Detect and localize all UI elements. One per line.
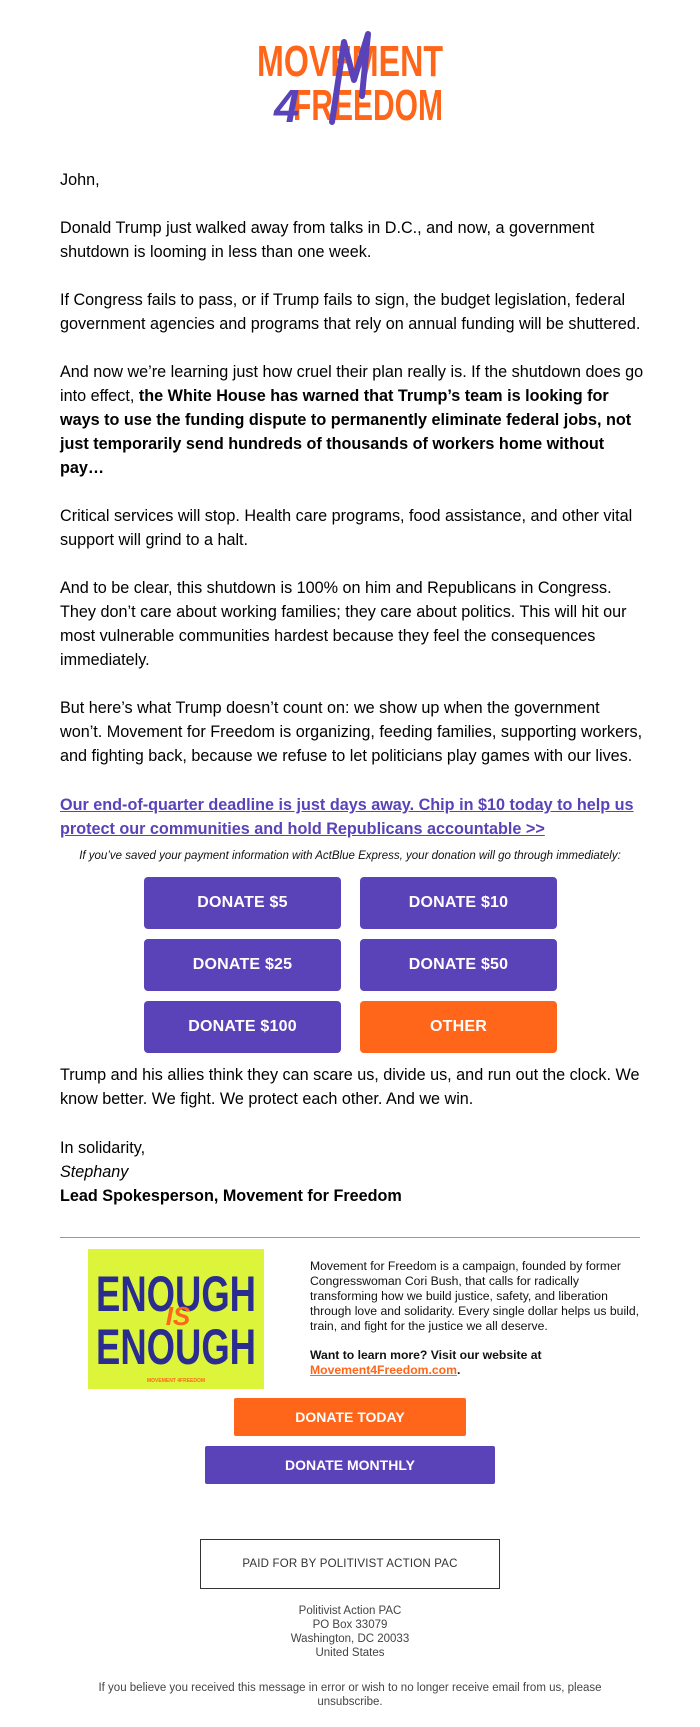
signer-name: Stephany — [60, 1163, 129, 1181]
unsubscribe-notice[interactable]: If you believe you received this message in error or wish to no longer receive email from us, please unsubscribe. — [98, 1682, 602, 1708]
logo-number: 4 — [274, 80, 300, 129]
promo-mini-logo: MOVEMENT 4FREEDOM — [146, 1378, 206, 1384]
paragraph-4: Critical services will stop. Health care programs, food assistance, and other vital support will grind to a halt. — [60, 507, 633, 549]
signer-title: Lead Spokesperson, Movement for Freedom — [60, 1187, 402, 1205]
donate-100-button[interactable]: DONATE $100 — [144, 1001, 341, 1053]
paragraph-3-plain: And now we’re learning just how cruel their plan really is. If the shutdown does go into effect, — [60, 363, 644, 405]
signoff — [60, 1136, 645, 1208]
chip-in-link[interactable]: Our end-of-quarter deadline is just days away. Chip in $10 today to help us protect our communities and hold Republicans accountable >> — [60, 796, 634, 838]
about-section — [310, 1259, 645, 1378]
paragraph-5: And to be clear, this shutdown is 100% on him and Republicans in Congress. They don’t care about working families; they care about politics. This will hit our most vulnerable communities hardest because they feel the consequences immediately. — [60, 579, 627, 669]
paragraph-1: Donald Trump just walked away from talks in D.C., and now, a government shutdown is looming in less than one week. — [60, 219, 595, 261]
enough-is-enough-image[interactable] — [88, 1249, 264, 1389]
email-body — [60, 168, 645, 768]
learn-more-line — [310, 1348, 645, 1378]
closing-line: In solidarity, — [60, 1139, 146, 1157]
promo-word-1: ENOUGH — [96, 1266, 256, 1322]
paragraph-3 — [60, 360, 645, 480]
learn-more-period: . — [456, 1363, 461, 1377]
footer-divider — [60, 1237, 640, 1238]
mailing-address — [0, 1604, 700, 1660]
paid-for-disclaimer: PAID FOR BY POLITIVIST ACTION PAC — [200, 1539, 500, 1589]
donate-25-button[interactable]: DONATE $25 — [144, 939, 341, 991]
address-line: PO Box 33079 — [312, 1619, 388, 1631]
greeting: John, — [60, 171, 100, 189]
paragraph-2: If Congress fails to pass, or if Trump fails to sign, the budget legislation, federal government agencies and programs that rely on annual funding will be shuttered. — [60, 291, 641, 333]
address-line: Politivist Action PAC — [298, 1605, 402, 1617]
movement4freedom-logo[interactable] — [250, 24, 450, 129]
about-text: Movement for Freedom is a campaign, founded by former Congresswoman Cori Bush, that calls for radically transforming how we build justice, safety, and liberation through love and solidarity. Every single dollar helps us build, train, and fight for the justice we all deserve. — [310, 1259, 640, 1333]
donate-other-button[interactable]: OTHER — [360, 1001, 557, 1053]
paragraph-6: But here’s what Trump doesn’t count on: we show up when the government won’t. Movement for Freedom is organizing, feeding families, supporting workers, and fighting back, because we refuse to let politicians play games with our lives. — [60, 699, 643, 765]
address-line: Washington, DC 20033 — [290, 1633, 410, 1645]
donate-monthly-button[interactable]: DONATE MONTHLY — [205, 1446, 495, 1484]
donate-5-button[interactable]: DONATE $5 — [144, 877, 341, 929]
actblue-express-note: If you’ve saved your payment information with ActBlue Express, your donation will go through immediately: — [79, 850, 621, 862]
donate-50-button[interactable]: DONATE $50 — [360, 939, 557, 991]
promo-word-2: ENOUGH — [96, 1319, 256, 1375]
promo-word-is: IS — [165, 1301, 191, 1331]
closing-paragraph: Trump and his allies think they can scare us, divide us, and run out the clock. We know better. We fight. We protect each other. And we win. — [60, 1066, 640, 1108]
address-line: United States — [315, 1647, 385, 1659]
donate-today-button[interactable]: DONATE TODAY — [234, 1398, 466, 1436]
paragraph-3-bold: the White House has warned that Trump’s team is looking for ways to use the funding dispute to permanently eliminate federal jobs, not just temporarily send hundreds of thousands of workers home without pay… — [60, 387, 632, 477]
logo-line1: MOVEMENT — [257, 37, 444, 86]
website-link[interactable]: Movement4Freedom.com — [310, 1363, 457, 1377]
donate-10-button[interactable]: DONATE $10 — [360, 877, 557, 929]
logo-line2: FREEDOM — [293, 81, 443, 129]
learn-more-text: Want to learn more? Visit our website at — [310, 1348, 542, 1362]
